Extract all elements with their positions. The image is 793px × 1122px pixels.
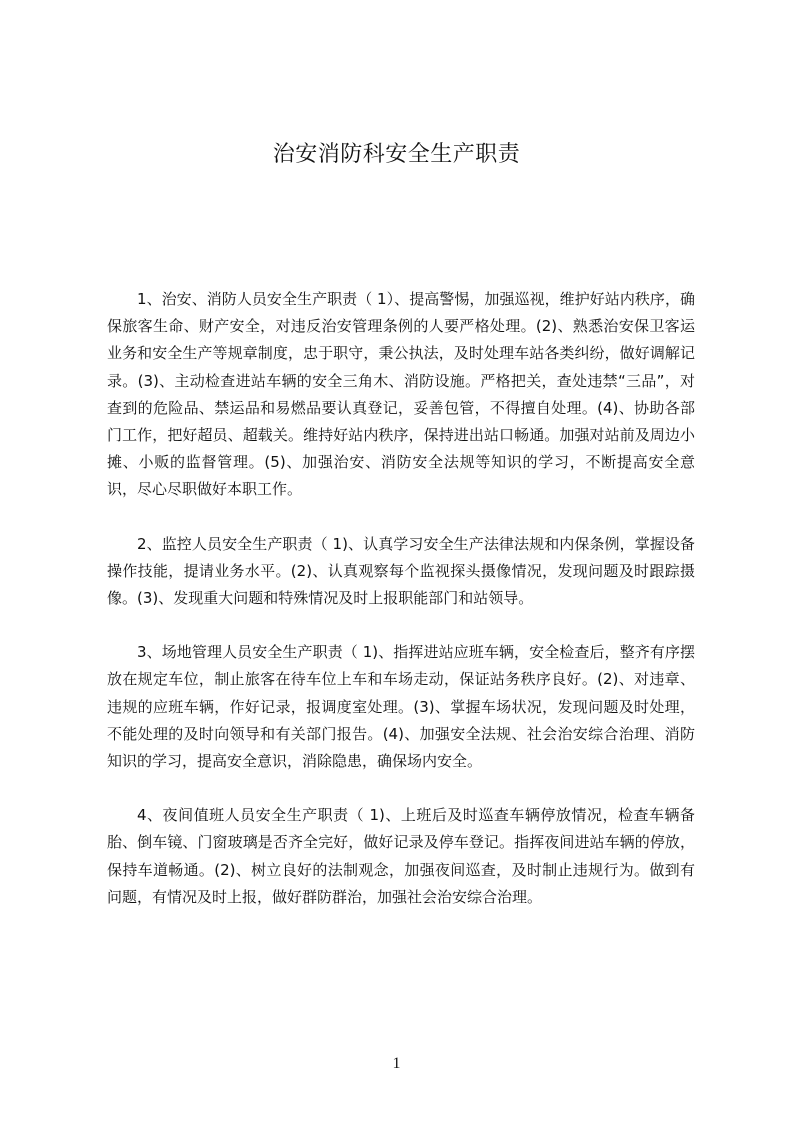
paragraph-monitoring-duties: 2、监控人员安全生产职责（ 1)、认真学习安全生产法律法规和内保条例，掌握设备操作技能，提请业务水平。(2)、认真观察每个监视探头摄像情况，发现问题及时跟踪摄像。(3)、发现重大问题和特殊情况及时上报职能部门和站领导。 [107, 534, 695, 608]
paragraph-site-management-duties: 3、场地管理人员安全生产职责（ 1)、指挥进站应班车辆，安全检查后，整齐有序摆放在规定车位，制止旅客在待车位上车和车场走动，保证站务秩序良好。(2)、对违章、违规的应班车辆，作好记录，报调度室处理。(3)、掌握车场状况，发现问题及时处理，不能处理的及时向领导和有关部门报告。(4)、加强安全法规、社会治安综合治理、消防知识的学习，提高安全意识，消除隐患，确保场内安全。 [107, 643, 695, 771]
page-title: 治安消防科安全生产职责 [272, 142, 521, 167]
document-body [107, 286, 695, 938]
page-number: 1 [392, 1055, 401, 1072]
paragraph-security-fire-duties: 1、治安、消防人员安全生产职责（ 1）、提高警惕，加强巡视，维护好站内秩序，确保旅客生命、财产安全，对违反治安管理条例的人要严格处理。(2)、熟悉治安保卫客运业务和安全生产等规章制度，忠于职守，秉公执法，及时处理车站各类纠纷，做好调解记录。(3)、主动检查进站车辆的安全三角木、消防设施。严格把关，查处违禁“三品”，对查到的危险品、禁运品和易燃品要认真登记，妥善包管，不得擅自处理。(4)、协助各部门工作，把好超员、超载关。维持好站内秩序，保持进出站口畅通。加强对站前及周边小摊、小贩的监督管理。(5)、加强治安、消防安全法规等知识的学习，不断提高安全意识，尽心尽职做好本职工作。 [107, 290, 695, 499]
paragraph-night-duty-duties: 4、夜间值班人员安全生产职责（ 1)、上班后及时巡查车辆停放情况，检查车辆备胎、倒车镜、门窗玻璃是否齐全完好，做好记录及停车登记。指挥夜间进站车辆的停放，保持车道畅通。(2)、树立良好的法制观念，加强夜间巡查，及时制止违规行为。做到有问题，有情况及时上报，做好群防群治，加强社会治安综合治理。 [107, 806, 695, 906]
